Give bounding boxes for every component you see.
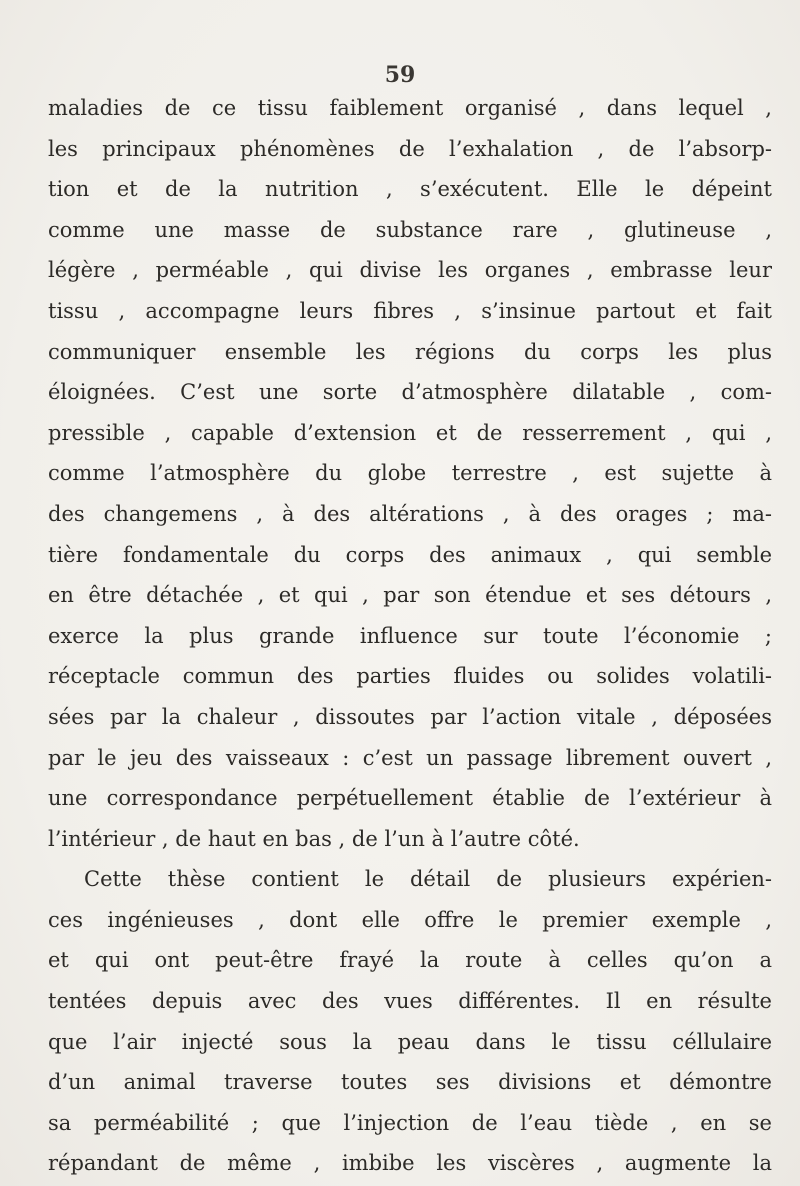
text-line: l’intérieur , de haut en bas , de l’un à l’autre côté. xyxy=(48,826,580,851)
text-line: communiquer ensemble les régions du corps les plus xyxy=(48,339,772,364)
text-line: réceptacle commun des parties fluides ou solides volatili- xyxy=(48,664,772,689)
text-line: ces ingénieuses , dont elle offre le premier exemple , xyxy=(48,907,772,932)
text-line: tentées depuis avec des vues différentes. Il en résulte xyxy=(48,989,772,1014)
text-line: répandant de même , imbibe les viscères , augmente la xyxy=(48,1151,772,1176)
text-line: tière fondamentale du corps des animaux , qui semble xyxy=(48,542,772,567)
text-line: légère , perméable , qui divise les organes , embrasse leur xyxy=(48,258,772,283)
text-line: des changemens , à des altérations , à des orages ; ma- xyxy=(48,501,772,526)
text-line: pressible , capable d’extension et de resserrement , qui , xyxy=(48,420,772,445)
text-line: par le jeu des vaisseaux : c’est un passage librement ouvert , xyxy=(48,745,772,770)
text-line: et qui ont peut-être frayé la route à celles qu’on a xyxy=(48,948,772,973)
text-line: d’un animal traverse toutes ses divisions et démontre xyxy=(48,1070,772,1095)
page-number: 59 xyxy=(384,62,416,88)
text-line: Cette thèse contient le détail de plusieurs expérien- xyxy=(84,867,772,892)
text-line: les principaux phénomènes de l’exhalation , de l’absorp- xyxy=(48,136,772,161)
text-line: sées par la chaleur , dissoutes par l’action vitale , déposées xyxy=(48,704,772,729)
text-line: tion et de la nutrition , s’exécutent. Elle le dépeint xyxy=(48,177,772,202)
text-line: maladies de ce tissu faiblement organisé , dans lequel , xyxy=(48,96,772,120)
text-line: que l’air injecté sous la peau dans le tissu céllulaire xyxy=(48,1029,772,1054)
text-line: tissu , accompagne leurs fibres , s’insinue partout et fait xyxy=(48,298,772,323)
text-line: comme l’atmosphère du globe terrestre , est sujette à xyxy=(48,461,772,486)
text-line: éloignées. C’est une sorte d’atmosphère dilatable , com- xyxy=(48,380,772,405)
text-line: exerce la plus grande influence sur toute l’économie ; xyxy=(48,623,772,648)
text-line: en être détachée , et qui , par son étendue et ses détours , xyxy=(48,583,772,608)
text-line: une correspondance perpétuellement établie de l’extérieur à xyxy=(48,786,772,811)
text-line: sa perméabilité ; que l’injection de l’eau tiède , en se xyxy=(48,1110,772,1135)
text-line: comme une masse de substance rare , glutineuse , xyxy=(48,217,772,242)
body-text xyxy=(48,88,772,1184)
